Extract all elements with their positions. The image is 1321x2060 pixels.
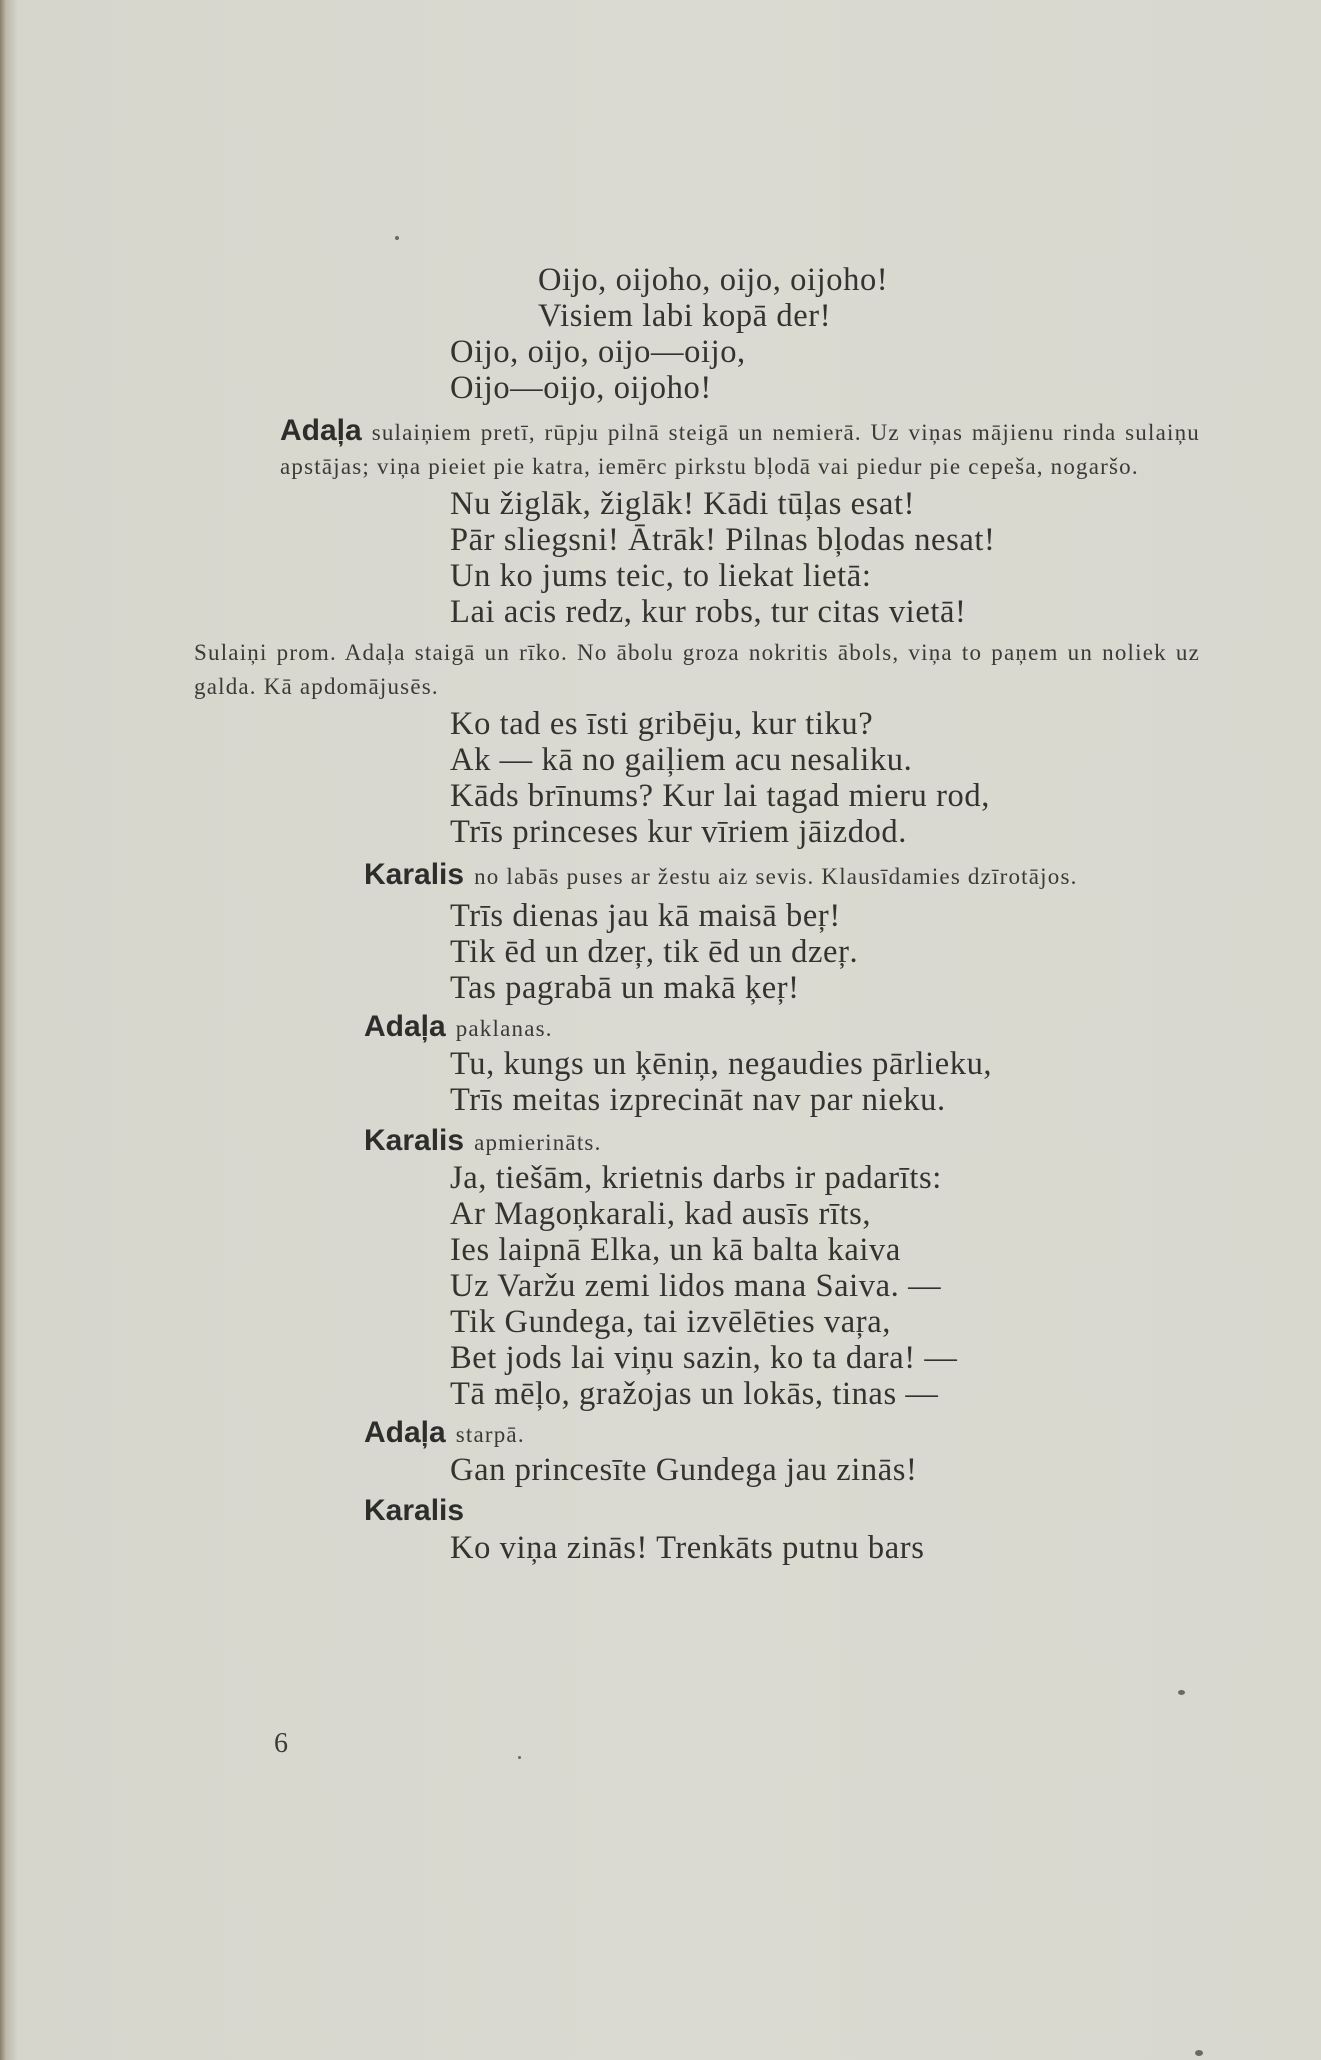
stage-direction — [364, 1416, 1200, 1452]
verse-line: Tā mēļo, gražojas un lokās, tinas — — [450, 1376, 939, 1412]
verse-line: Kāds brīnums? Kur lai tagad mieru rod, — [450, 778, 990, 814]
verse-line: Gan princesīte Gundega jau zinās! — [450, 1452, 918, 1488]
stage-text: Sulaiņi prom. Adaļa staigā un rīko. No ābolu groza nokritis ābols, viņa to paņem un noliek uz galda. Kā apdomājusēs. — [194, 640, 1200, 699]
verse-line: Lai acis redz, kur robs, tur citas vietā! — [450, 594, 967, 630]
stage-direction — [364, 858, 1200, 894]
block-5 — [280, 706, 1200, 850]
page-content — [194, 262, 1200, 1566]
paper-speck — [395, 236, 399, 240]
verse-line: Un ko jums teic, to liekat lietā: — [450, 558, 872, 594]
verse-line: Pār sliegsni! Ātrāk! Pilnas bļodas nesat! — [450, 522, 996, 558]
verse-line: Bet jods lai viņu sazin, ko ta dara! — — [450, 1340, 958, 1376]
stage-direction — [280, 414, 1200, 484]
paper-speck — [1178, 1690, 1185, 1695]
verse-line: Trīs meitas izprecināt nav par nieku. — [450, 1082, 946, 1118]
stage-text: starpā. — [455, 1422, 525, 1447]
block-13 — [280, 1452, 1200, 1488]
verse-line: Ar Magoņkarali, kad ausīs rīts, — [450, 1196, 872, 1232]
block-3 — [280, 486, 1200, 630]
speaker-name: Adaļa — [364, 1416, 446, 1449]
verse-line: Ko viņa zinās! Trenkāts putnu bars — [450, 1530, 925, 1566]
verse-line: Visiem labi kopā der! — [538, 298, 832, 334]
block-0 — [280, 262, 1200, 334]
block-1 — [280, 334, 1200, 406]
verse-line: Oijo, oijoho, oijo, oijoho! — [538, 262, 889, 298]
verse-line: Tik ēd un dzeŗ, tik ēd un dzeŗ. — [450, 934, 859, 970]
verse-line: Tu, kungs un ķēniņ, negaudies pārlieku, — [450, 1046, 993, 1082]
verse-line: Oijo—oijo, oijoho! — [450, 370, 712, 406]
verse-line: Uz Varžu zemi lidos mana Saiva. — — [450, 1268, 942, 1304]
verse-line: Tik Gundega, tai izvēlēties vaŗa, — [450, 1304, 891, 1340]
stage-direction — [364, 1494, 1200, 1530]
speaker-name: Karalis — [364, 1494, 465, 1527]
speaker-name: Adaļa — [364, 1010, 446, 1043]
block-7 — [280, 898, 1200, 1006]
page-number: 6 — [274, 1728, 288, 1759]
paper-speck — [1195, 2050, 1203, 2056]
verse-line: Ies laipnā Elka, un kā balta kaiva — [450, 1232, 901, 1268]
verse-line: Tas pagrabā un makā ķeŗ! — [450, 970, 800, 1006]
block-11 — [280, 1160, 1200, 1412]
stage-text: sulaiņiem pretī, rūpju pilnā steigā un nemierā. Uz viņas mājienu rinda sulaiņu apstājas; viņa pieiet pie katra, iemērc pirkstu bļodā vai piedur pie cepeša, nogaršo. — [280, 420, 1200, 479]
verse-line: Trīs princeses kur vīriem jāizdod. — [450, 814, 907, 850]
verse-line: Ko tad es īsti gribēju, kur tiku? — [450, 706, 874, 742]
stage-text: apmierināts. — [474, 1130, 602, 1155]
speaker-name: Adaļa — [280, 414, 362, 447]
verse-line: Trīs dienas jau kā maisā beŗ! — [450, 898, 841, 934]
stage-direction — [194, 636, 1200, 704]
stage-text: paklanas. — [455, 1016, 553, 1041]
verse-line: Nu žiglāk, žiglāk! Kādi tūļas esat! — [450, 486, 916, 522]
block-9 — [280, 1046, 1200, 1118]
verse-line: Oijo, oijo, oijo—oijo, — [450, 334, 746, 370]
verse-line: Ak — kā no gaiļiem acu nesaliku. — [450, 742, 913, 778]
speaker-name: Karalis — [364, 858, 465, 891]
stage-text: no labās puses ar žestu aiz sevis. Klausīdamies dzīrotājos. — [474, 864, 1078, 889]
stage-direction — [364, 1124, 1200, 1160]
paper-speck — [518, 1756, 521, 1759]
speaker-name: Karalis — [364, 1124, 465, 1157]
verse-line: Ja, tiešām, krietnis darbs ir padarīts: — [450, 1160, 942, 1196]
stage-direction — [364, 1010, 1200, 1046]
block-15 — [280, 1530, 1200, 1566]
